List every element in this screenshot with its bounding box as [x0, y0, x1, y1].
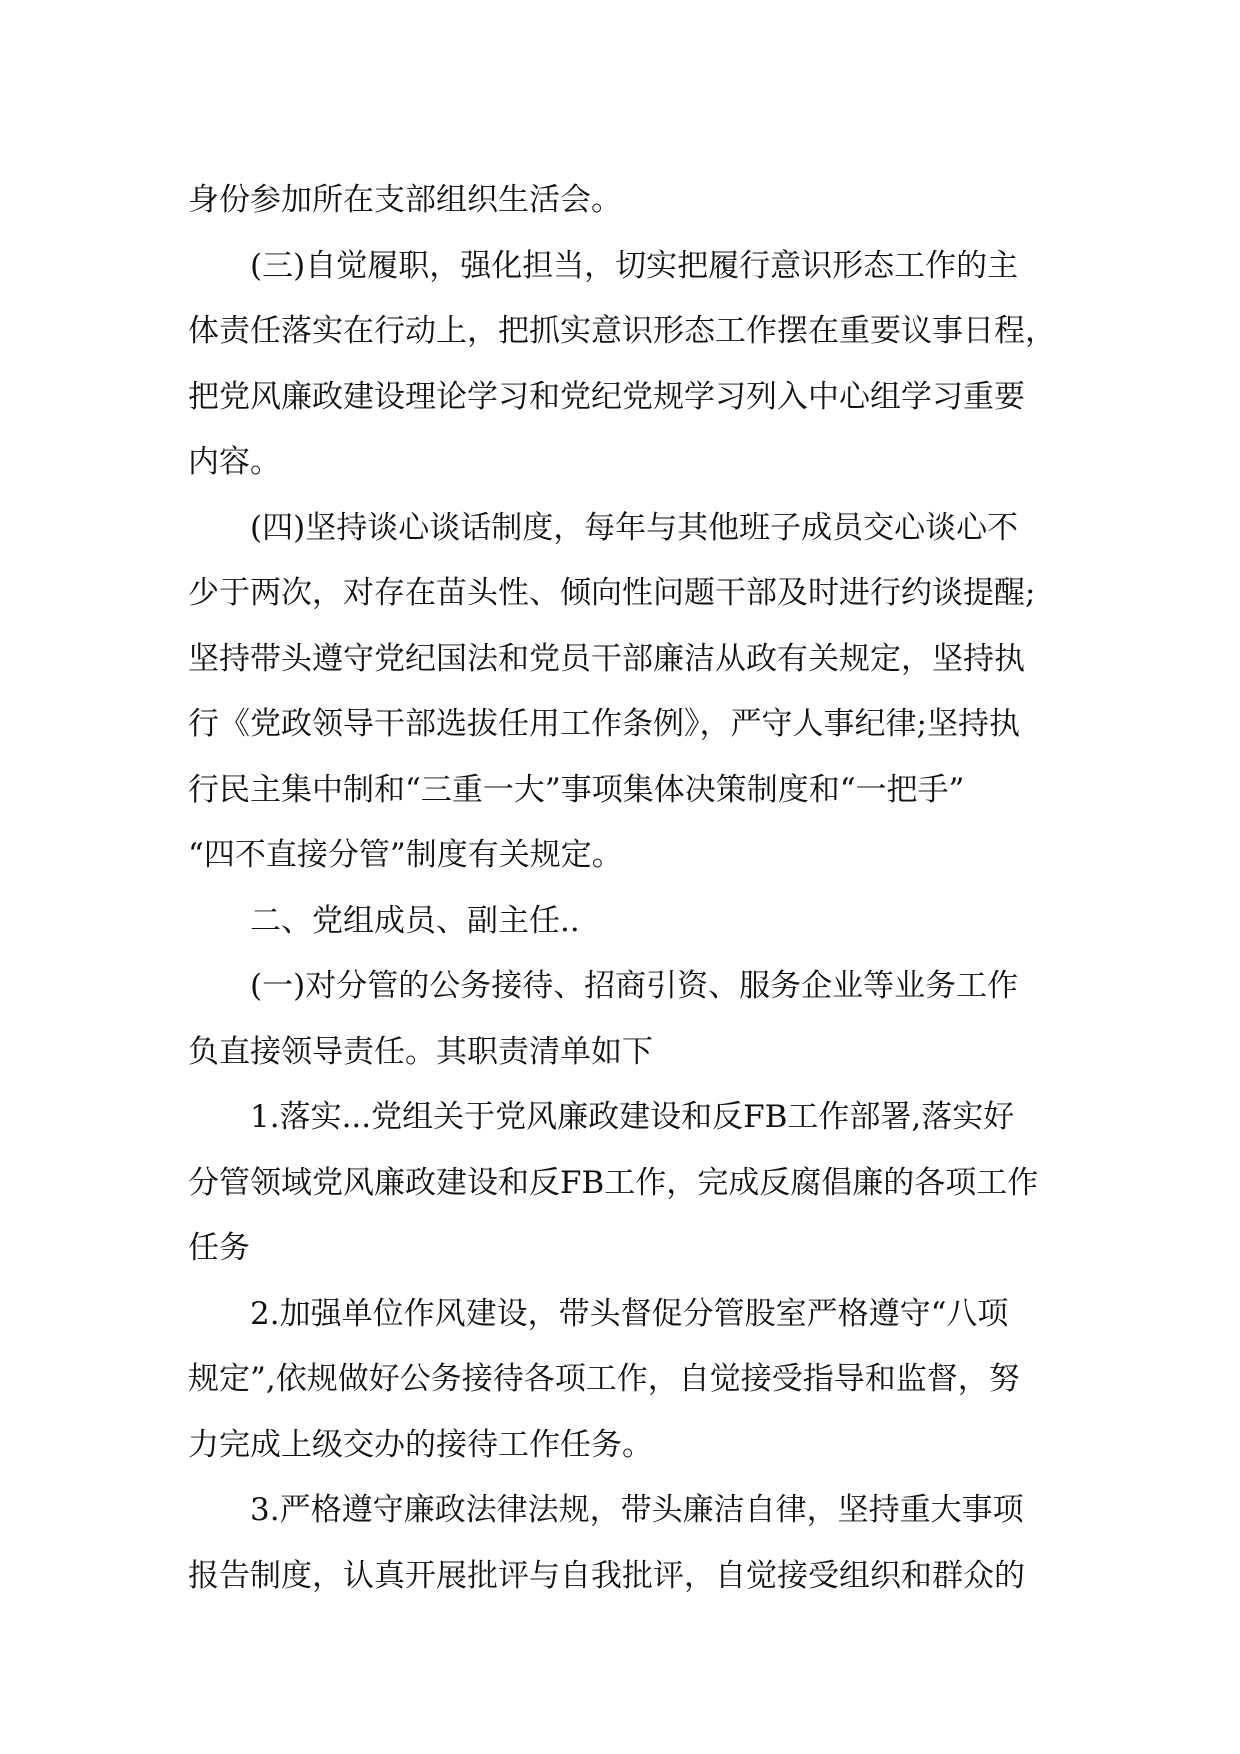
- text-line: 内容。: [188, 444, 281, 480]
- text-line: 报告制度，认真开展批评与自我批评，自觉接受组织和群众的: [188, 1557, 1025, 1594]
- text-line: 把党风廉政建设理论学习和党纪党规学习列入中心组学习重要: [188, 378, 1025, 415]
- text-line: (一)对分管的公务接待、招商引资、服务企业等业务工作: [250, 968, 1019, 1004]
- text-line: 行《党政领导干部选拔任用工作条例》，严守人事纪律;坚持执: [188, 706, 1020, 742]
- text-line: 行民主集中制和“三重一大”事项集体决策制度和“一把手”: [188, 771, 965, 808]
- text-line: “四不直接分管”制度有关规定。: [188, 837, 623, 873]
- text-line: 任务: [188, 1230, 250, 1266]
- text-line: (三)自觉履职，强化担当，切实把履行意识形态工作的主: [250, 247, 1019, 284]
- text-line: 坚持带头遵守党纪国法和党员干部廉洁从政有关规定，坚持执: [188, 640, 1025, 677]
- text-line: 负直接领导责任。其职责清单如下: [188, 1033, 653, 1070]
- text-line: 2.加强单位作风建设，带头督促分管股室严格遵守“八项: [250, 1295, 1009, 1332]
- text-line: (四)坚持谈心谈话制度，每年与其他班子成员交心谈心不: [250, 509, 1019, 546]
- text-line: 1.落实...党组关于党风廉政建设和反FB工作部署,落实好: [250, 1099, 1015, 1135]
- text-line: 少于两次，对存在苗头性、倾向性问题干部及时进行约谈提醒;: [188, 575, 1036, 611]
- text-line: 3.严格遵守廉政法律法规，带头廉洁自律，坚持重大事项: [250, 1492, 1024, 1528]
- text-line: 体责任落实在行动上，把抓实意识形态工作摆在重要议事日程，: [188, 313, 1056, 349]
- text-line: 规定”,依规做好公务接待各项工作，自觉接受指导和监督，努: [188, 1361, 1020, 1397]
- text-line: 二、党组成员、副主任..: [250, 902, 580, 939]
- text-line: 分管领域党风廉政建设和反FB工作，完成反腐倡廉的各项工作: [188, 1164, 1039, 1201]
- text-line: 身份参加所在支部组织生活会。: [188, 182, 622, 218]
- document-body: [188, 168, 1088, 1609]
- text-line: 力完成上级交办的接待工作任务。: [188, 1426, 653, 1463]
